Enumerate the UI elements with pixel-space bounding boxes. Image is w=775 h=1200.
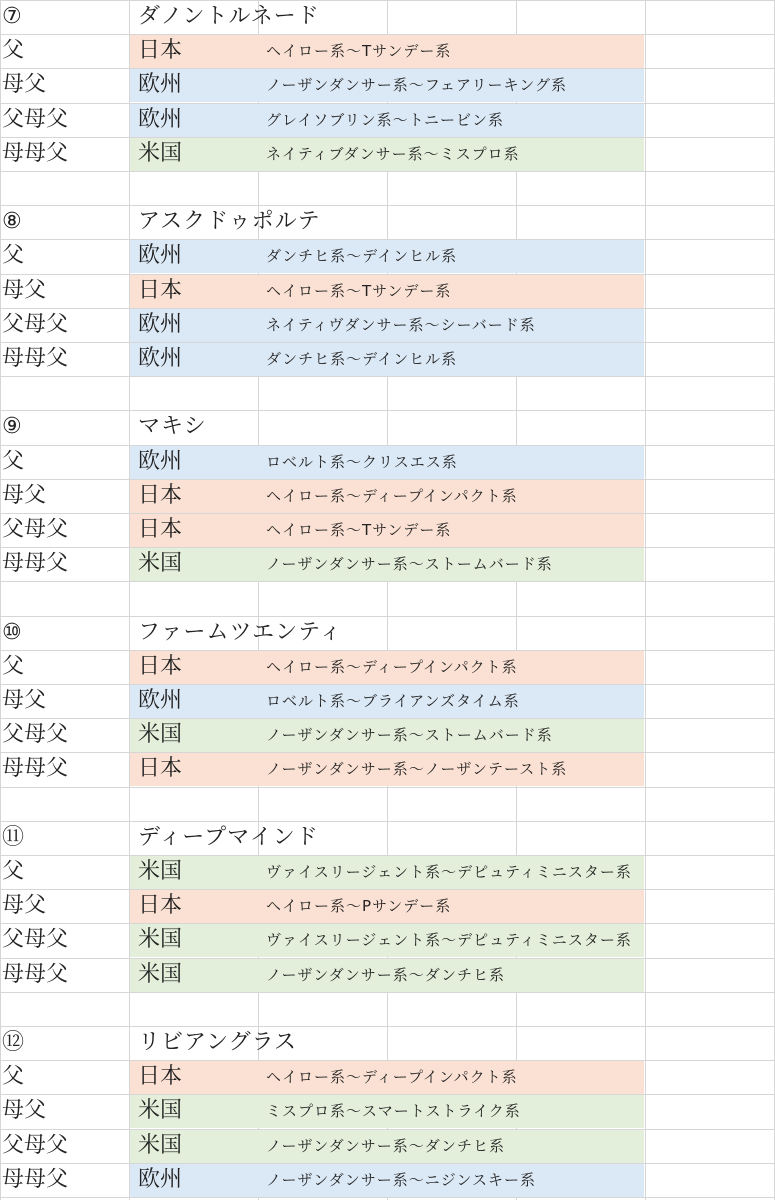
sire-region: 日本	[138, 278, 183, 303]
sire-region: 米国	[138, 927, 183, 952]
sire-lineage: ノーザンダンサー系〜ストームバード系	[266, 555, 553, 573]
sire-lineage: ヘイロー系〜Tサンデー系	[266, 521, 452, 539]
grid-col-line	[129, 0, 130, 1200]
sire-lineage: ノーザンダンサー系〜フェアリーキング系	[266, 76, 568, 94]
pedigree-role-label: 父母父	[2, 1133, 69, 1158]
sire-region: 欧州	[138, 107, 183, 132]
pedigree-role-label: 母母父	[2, 141, 69, 166]
sire-region: 欧州	[138, 243, 183, 268]
sire-lineage: ロベルト系〜ブライアンズタイム系	[266, 692, 520, 710]
sire-lineage: ヘイロー系〜Pサンデー系	[266, 897, 452, 915]
grid-col-line	[516, 0, 517, 1200]
sire-lineage: ダンチヒ系〜デインヒル系	[266, 247, 458, 265]
sire-lineage: ネイティブダンサー系〜ミスプロ系	[266, 145, 520, 163]
sire-lineage: ヘイロー系〜ディープインパクト系	[266, 658, 518, 676]
pedigree-role-label: 父	[2, 654, 25, 679]
sire-region: 日本	[138, 38, 183, 63]
pedigree-role-label: 母母父	[2, 1167, 69, 1192]
sire-lineage: ヴァイスリージェント系〜デピュティミニスター系	[266, 863, 632, 881]
horse-number: ⑦	[2, 4, 22, 29]
sire-region: 米国	[138, 859, 183, 884]
pedigree-role-label: 母父	[2, 893, 47, 918]
sire-lineage: ロベルト系〜クリスエス系	[266, 453, 458, 471]
pedigree-role-label: 父	[2, 38, 25, 63]
sire-lineage: ノーザンダンサー系〜ダンチヒ系	[266, 1137, 505, 1155]
sire-lineage: ノーザンダンサー系〜ニジンスキー系	[266, 1171, 536, 1189]
sire-region: 欧州	[138, 346, 183, 371]
grid-col-line	[0, 0, 1, 1200]
grid-col-line	[645, 0, 646, 1200]
pedigree-role-label: 母父	[2, 483, 47, 508]
sire-lineage: ヘイロー系〜Tサンデー系	[266, 42, 452, 60]
sire-region: 米国	[138, 1098, 183, 1123]
pedigree-role-label: 母父	[2, 1098, 47, 1123]
sire-lineage: ヘイロー系〜ディープインパクト系	[266, 487, 518, 505]
sire-region: 米国	[138, 962, 183, 987]
horse-name: マキシ	[138, 414, 207, 439]
pedigree-role-label: 父母父	[2, 927, 69, 952]
grid-col-line	[387, 0, 388, 1200]
pedigree-role-label: 父母父	[2, 517, 69, 542]
pedigree-role-label: 母父	[2, 278, 47, 303]
pedigree-role-label: 母父	[2, 688, 47, 713]
sire-region: 日本	[138, 756, 183, 781]
sire-region: 米国	[138, 1133, 183, 1158]
grid-col-line	[258, 0, 259, 1200]
horse-name: ダノントルネード	[138, 4, 320, 29]
horse-name: ファームツエンティ	[138, 620, 343, 645]
pedigree-role-label: 母母父	[2, 962, 69, 987]
pedigree-role-label: 父	[2, 1064, 25, 1089]
sire-lineage: ノーザンダンサー系〜ダンチヒ系	[266, 966, 505, 984]
pedigree-role-label: 母母父	[2, 346, 69, 371]
horse-number: ⑨	[2, 414, 22, 439]
horse-number: ⑧	[2, 209, 22, 234]
sire-region: 欧州	[138, 449, 183, 474]
pedigree-role-label: 父母父	[2, 722, 69, 747]
sire-region: 日本	[138, 654, 183, 679]
sire-lineage: ノーザンダンサー系〜ノーザンテースト系	[266, 760, 568, 778]
sire-lineage: ノーザンダンサー系〜ストームバード系	[266, 726, 553, 744]
sire-region: 日本	[138, 1064, 183, 1089]
pedigree-role-label: 父	[2, 243, 25, 268]
sire-region: 米国	[138, 141, 183, 166]
sire-lineage: グレイソブリン系〜トニービン系	[266, 111, 505, 129]
pedigree-role-label: 父	[2, 449, 25, 474]
sire-lineage: ヴァイスリージェント系〜デピュティミニスター系	[266, 931, 632, 949]
sire-region: 日本	[138, 893, 183, 918]
horse-number: ⑫	[2, 1030, 25, 1055]
sire-lineage: ミスプロ系〜スマートストライク系	[266, 1102, 521, 1120]
horse-number: ⑩	[2, 620, 22, 645]
horse-name: アスクドゥポルテ	[138, 209, 321, 234]
sire-region: 欧州	[138, 312, 183, 337]
sire-region: 米国	[138, 722, 183, 747]
pedigree-role-label: 母母父	[2, 756, 69, 781]
sire-lineage: ヘイロー系〜ディープインパクト系	[266, 1068, 518, 1086]
horse-name: リビアングラス	[138, 1030, 298, 1055]
sire-lineage: ダンチヒ系〜デインヒル系	[266, 350, 458, 368]
sire-lineage: ネイティヴダンサー系〜シーバード系	[266, 316, 536, 334]
sire-region: 欧州	[138, 688, 183, 713]
pedigree-role-label: 父	[2, 859, 25, 884]
sire-region: 日本	[138, 517, 183, 542]
pedigree-role-label: 父母父	[2, 107, 69, 132]
pedigree-role-label: 母父	[2, 72, 47, 97]
pedigree-role-label: 父母父	[2, 312, 69, 337]
sire-lineage: ヘイロー系〜Tサンデー系	[266, 282, 452, 300]
pedigree-role-label: 母母父	[2, 551, 69, 576]
horse-number: ⑪	[2, 825, 25, 850]
sire-region: 米国	[138, 551, 183, 576]
sire-region: 欧州	[138, 72, 183, 97]
sire-region: 欧州	[138, 1167, 183, 1192]
horse-name: ディープマインド	[138, 825, 319, 850]
sire-region: 日本	[138, 483, 183, 508]
